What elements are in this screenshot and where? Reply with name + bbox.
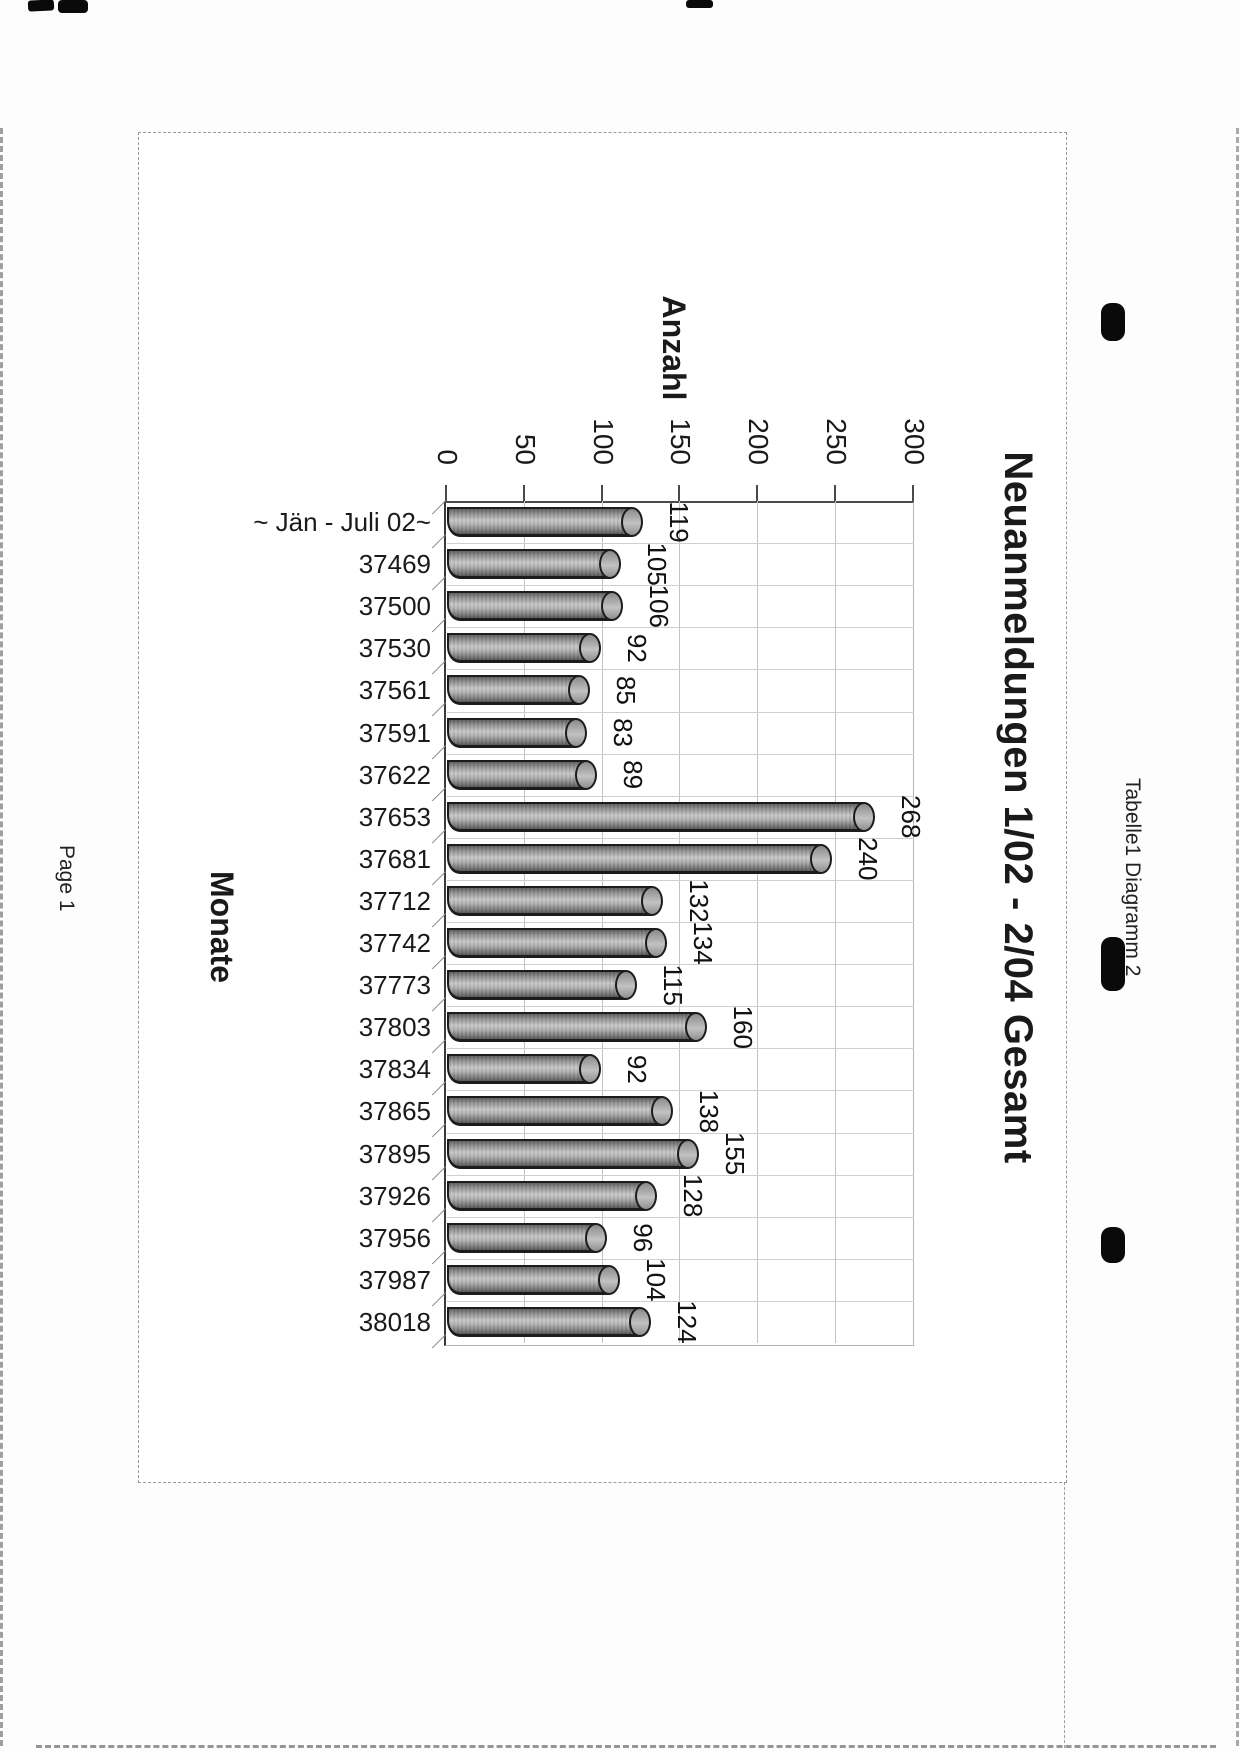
page-footer: Page 1 (55, 845, 78, 912)
value-tick-label: 200 (743, 418, 775, 465)
category-label: 37681 (358, 843, 431, 874)
scan-artifact (58, 0, 88, 13)
bar (447, 928, 656, 958)
value-tick-label: 150 (665, 418, 697, 465)
value-axis-title: Anzahl (656, 295, 692, 401)
category-gridline (447, 922, 914, 923)
chart-canvas (139, 133, 1066, 1482)
bar (447, 802, 864, 832)
data-label: 104 (640, 1258, 671, 1302)
data-label: 124 (672, 1300, 703, 1344)
bar (447, 1223, 596, 1253)
data-label: 105 (642, 542, 673, 586)
value-axis-tick (445, 485, 447, 501)
bar (447, 886, 652, 916)
scan-artifact (686, 0, 713, 8)
category-label: 37561 (358, 675, 431, 706)
value-tick-label: 300 (899, 418, 930, 465)
sheet-header: Tabelle1 Diagramm 2 (1121, 778, 1144, 977)
bar (447, 1307, 640, 1337)
data-label: 85 (611, 675, 642, 705)
category-gridline (447, 880, 914, 881)
bar-cap (575, 760, 597, 790)
data-label: 134 (687, 921, 718, 965)
page-edge-line (0, 128, 3, 1746)
category-label: 37500 (358, 591, 431, 622)
category-label: 37987 (358, 1264, 431, 1295)
value-tick-label: 250 (821, 418, 853, 465)
value-tick-label: 100 (587, 418, 619, 465)
plot-area (139, 133, 1066, 1482)
data-label: 128 (678, 1173, 709, 1218)
category-gridline (447, 669, 914, 670)
data-label: 115 (658, 964, 689, 1006)
bar (447, 970, 626, 1000)
category-label: 37773 (358, 970, 431, 1001)
data-label: 138 (693, 1089, 724, 1134)
value-axis-tick (601, 485, 603, 501)
data-label: 119 (664, 501, 695, 543)
category-label: 37834 (358, 1054, 431, 1085)
category-label: 37865 (358, 1096, 431, 1127)
chart-title: Neuanmeldungen 1/02 - 2/04 Gesamt (996, 451, 1040, 1164)
page-edge-line (36, 1745, 1216, 1748)
category-gridline (447, 1259, 914, 1260)
value-axis-tick (834, 485, 836, 501)
category-gridline (447, 585, 914, 586)
category-label: 37895 (358, 1138, 431, 1169)
data-label: 155 (720, 1131, 751, 1176)
category-gridline (447, 627, 914, 628)
category-label: 37742 (358, 928, 431, 959)
bar (447, 507, 632, 537)
data-label: 92 (622, 1054, 653, 1084)
bar-cap (615, 970, 637, 1000)
category-gridline (447, 1048, 914, 1049)
bar-cap (598, 1265, 620, 1295)
bar (447, 844, 821, 874)
data-label: 240 (852, 837, 883, 881)
data-label: 268 (896, 795, 927, 839)
data-label: 92 (622, 633, 653, 663)
category-label: 38018 (358, 1306, 431, 1337)
category-label: 37712 (358, 885, 431, 916)
category-label: 37926 (358, 1180, 431, 1211)
data-label: 106 (644, 584, 675, 628)
bar (447, 760, 586, 790)
scan-artifact (28, 0, 55, 12)
bar-cap (565, 718, 587, 748)
data-label: 132 (684, 879, 715, 923)
category-label: 37469 (358, 549, 431, 580)
category-label: 37591 (358, 717, 431, 748)
category-label: 37956 (358, 1222, 431, 1253)
bar (447, 591, 612, 621)
data-label: 83 (608, 718, 639, 747)
category-gridline (447, 712, 914, 713)
page-break-line (1064, 1482, 1065, 1748)
bar (447, 1265, 609, 1295)
scan-artifact (1101, 303, 1125, 341)
category-gridline (447, 1090, 914, 1091)
category-label: 37530 (358, 633, 431, 664)
chart-sheet (138, 132, 1067, 1483)
bar-cap (810, 844, 832, 874)
bar (447, 1139, 688, 1169)
data-label: 96 (628, 1223, 659, 1253)
category-label: 37803 (358, 1012, 431, 1043)
bar (447, 1054, 590, 1084)
bar-cap (651, 1096, 673, 1126)
bar (447, 718, 576, 748)
bar (447, 675, 579, 705)
data-label: 89 (617, 760, 648, 790)
category-gridline (447, 838, 914, 839)
value-axis-tick (756, 485, 758, 501)
scan-artifact (1101, 1227, 1125, 1263)
bar (447, 633, 590, 663)
data-label: 160 (728, 1005, 759, 1049)
category-gridline (447, 754, 914, 755)
value-axis-tick (912, 485, 914, 501)
page-edge-line (1236, 128, 1239, 1746)
bar (447, 1181, 646, 1211)
value-axis-tick (523, 485, 525, 501)
category-label: 37653 (358, 801, 431, 832)
value-tick-label: 0 (432, 449, 463, 465)
category-gridline (447, 796, 914, 797)
category-axis-title: Monate (204, 871, 240, 983)
category-label: 37622 (358, 759, 431, 790)
value-tick-label: 50 (509, 433, 541, 465)
bar (447, 549, 610, 579)
category-label: ~ Jän - Juli 02~ (253, 507, 431, 538)
category-gridline (447, 1133, 914, 1134)
